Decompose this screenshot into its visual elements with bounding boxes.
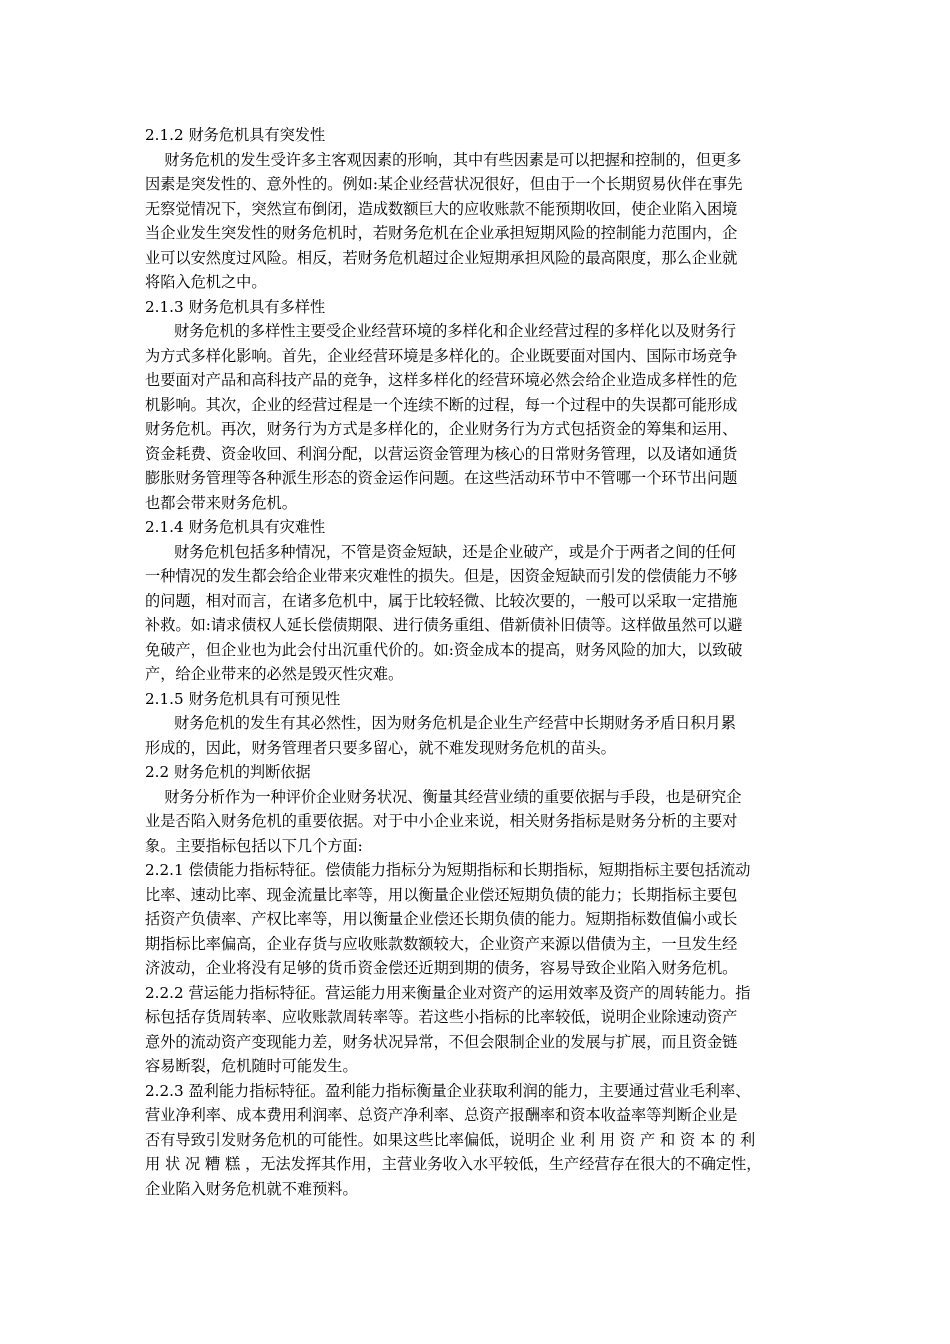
text-line: 将陷入危机之中。 bbox=[145, 273, 267, 291]
text-line: 形成的，因此，财务管理者只要多留心，就不难发现财务危机的苗头。 bbox=[145, 738, 616, 757]
text-line: 也都会带来财务危机。 bbox=[145, 493, 297, 512]
heading-2-1-2: 2.1.2 财务危机具有突发性 bbox=[145, 126, 326, 144]
text-line: 产，给企业带来的必然是毁灭性灾难。 bbox=[145, 665, 404, 683]
text-line: 当企业发生突发性的财务危机时，若财务危机在企业承担短期风险的控制能力范围内，企 bbox=[145, 224, 738, 242]
text-line: 济波动，企业将没有足够的货币资金偿还近期到期的债务，容易导致企业陷入财务危机。 bbox=[145, 959, 738, 977]
text-line: 业是否陷入财务危机的重要依据。对于中小企业来说，相关财务指标是财务分析的主要对 bbox=[145, 812, 738, 830]
paragraph-2-2-2-start: 2.2.2 营运能力指标特征。营运能力用来衡量企业对资产的运用效率及资产的周转能力。指 bbox=[145, 983, 751, 1002]
text-line: 象。主要指标包括以下几个方面: bbox=[145, 836, 363, 855]
text-line: 财务危机的发生有其必然性，因为财务危机是企业生产经营中长期财务矛盾日积月累 bbox=[145, 714, 736, 732]
text-line: 膨胀财务管理等各种派生形态的资金运作问题。在这些活动环节中不管哪一个环节出问题 bbox=[145, 469, 738, 487]
heading-2-1-4: 2.1.4 财务危机具有灾难性 bbox=[145, 518, 326, 536]
text-line: 一种情况的发生都会给企业带来灾难性的损失。但是，因资金短缺而引发的偿债能力不够 bbox=[145, 567, 738, 585]
text-line: 因素是突发性的、意外性的。例如:某企业经营状况很好，但由于一个长期贸易伙伴在事先 bbox=[145, 175, 743, 193]
paragraph-2-2-3-start: 2.2.3 盈利能力指标特征。盈利能力指标衡量企业获取利润的能力，主要通过营业毛利率、 bbox=[145, 1081, 751, 1100]
text-line: 容易断裂，危机随时可能发生。 bbox=[145, 1057, 358, 1075]
text-line: 期指标比率偏高，企业存货与应收账款数额较大，企业资产来源以借债为主，一旦发生经 bbox=[145, 934, 738, 953]
text-line: 业可以安然度过风险。相反，若财务危机超过企业短期承担风险的最高限度，那么企业就 bbox=[145, 248, 738, 267]
text-line: 财务危机包括多种情况，不管是资金短缺，还是企业破产，或是介于两者之间的任何 bbox=[145, 542, 736, 561]
heading-2-1-5: 2.1.5 财务危机具有可预见性 bbox=[145, 689, 341, 708]
text-line: 标包括存货周转率、应收账款周转率等。若这些小指标的比率较低，说明企业除速动资产 bbox=[145, 1008, 738, 1026]
text-line: 企业陷入财务危机就不难预料。 bbox=[145, 1179, 358, 1198]
text-line: 否有导致引发财务危机的可能性。如果这些比率偏低，说明企 业 利 用 资 产 和 资 本 的 利 bbox=[145, 1130, 756, 1149]
text-line: 也要面对产品和高科技产品的竞争，这样多样化的经营环境必然会给企业造成多样性的危 bbox=[145, 371, 738, 389]
paragraph-2-2-1-start: 2.2.1 偿债能力指标特征。偿债能力指标分为短期指标和长期指标，短期指标主要包括流动 bbox=[145, 861, 751, 879]
text-line: 财务分析作为一种评价企业财务状况、衡量其经营业绩的重要依据与手段，也是研究企 bbox=[145, 787, 742, 806]
text-line: 机影响。其次，企业的经营过程是一个连续不断的过程，每一个过程中的失误都可能形成 bbox=[145, 395, 738, 414]
text-line: 的问题，相对而言，在诸多危机中，属于比较轻微、比较次要的，一般可以采取一定措施 bbox=[145, 591, 738, 610]
heading-2-1-3: 2.1.3 财务危机具有多样性 bbox=[145, 297, 326, 316]
heading-2-2: 2.2 财务危机的判断依据 bbox=[145, 763, 311, 781]
text-line: 财务危机的发生受许多主客观因素的形响，其中有些因素是可以把握和控制的，但更多 bbox=[145, 150, 742, 169]
text-line: 意外的流动资产变现能力差，财务状况异常，不但会限制企业的发展与扩展，而且资金链 bbox=[145, 1032, 738, 1051]
text-line: 比率、速动比率、现金流量比率等，用以衡量企业偿还短期负债的能力；长期指标主要包 bbox=[145, 885, 738, 904]
text-line: 财务危机。再次，财务行为方式是多样化的，企业财务行为方式包括资金的筹集和运用、 bbox=[145, 420, 738, 438]
text-line: 无察觉情况下，突然宣布倒闭，造成数额巨大的应收账款不能预期收回，使企业陷入困境 bbox=[145, 199, 738, 218]
text-line: 财务危机的多样性主要受企业经营环境的多样化和企业经营过程的多样化以及财务行 bbox=[145, 322, 736, 340]
text-line: 营业净利率、成本费用利润率、总资产净利率、总资产报酬率和资本收益率等判断企业是 bbox=[145, 1106, 738, 1124]
document-page bbox=[145, 123, 813, 1201]
text-line: 为方式多样化影响。首先，企业经营环境是多样化的。企业既要面对国内、国际市场竞争 bbox=[145, 346, 738, 365]
text-line: 补救。如:请求债权人延长偿债期限、进行债务重组、借新债补旧债等。这样做虽然可以避 bbox=[145, 616, 743, 634]
text-line: 用 状 况 糟 糕 ，无法发挥其作用，主营业务收入水平较低，生产经营存在很大的不确定性， bbox=[145, 1155, 762, 1173]
text-line: 括资产负债率、产权比率等，用以衡量企业偿还长期负债的能力。短期指标数值偏小或长 bbox=[145, 910, 738, 928]
text-line: 资金耗费、资金收回、利润分配，以营运资金管理为核心的日常财务管理，以及诸如通货 bbox=[145, 444, 738, 463]
text-line: 免破产，但企业也为此会付出沉重代价的。如:资金成本的提高，财务风险的加大，以致破 bbox=[145, 640, 743, 659]
